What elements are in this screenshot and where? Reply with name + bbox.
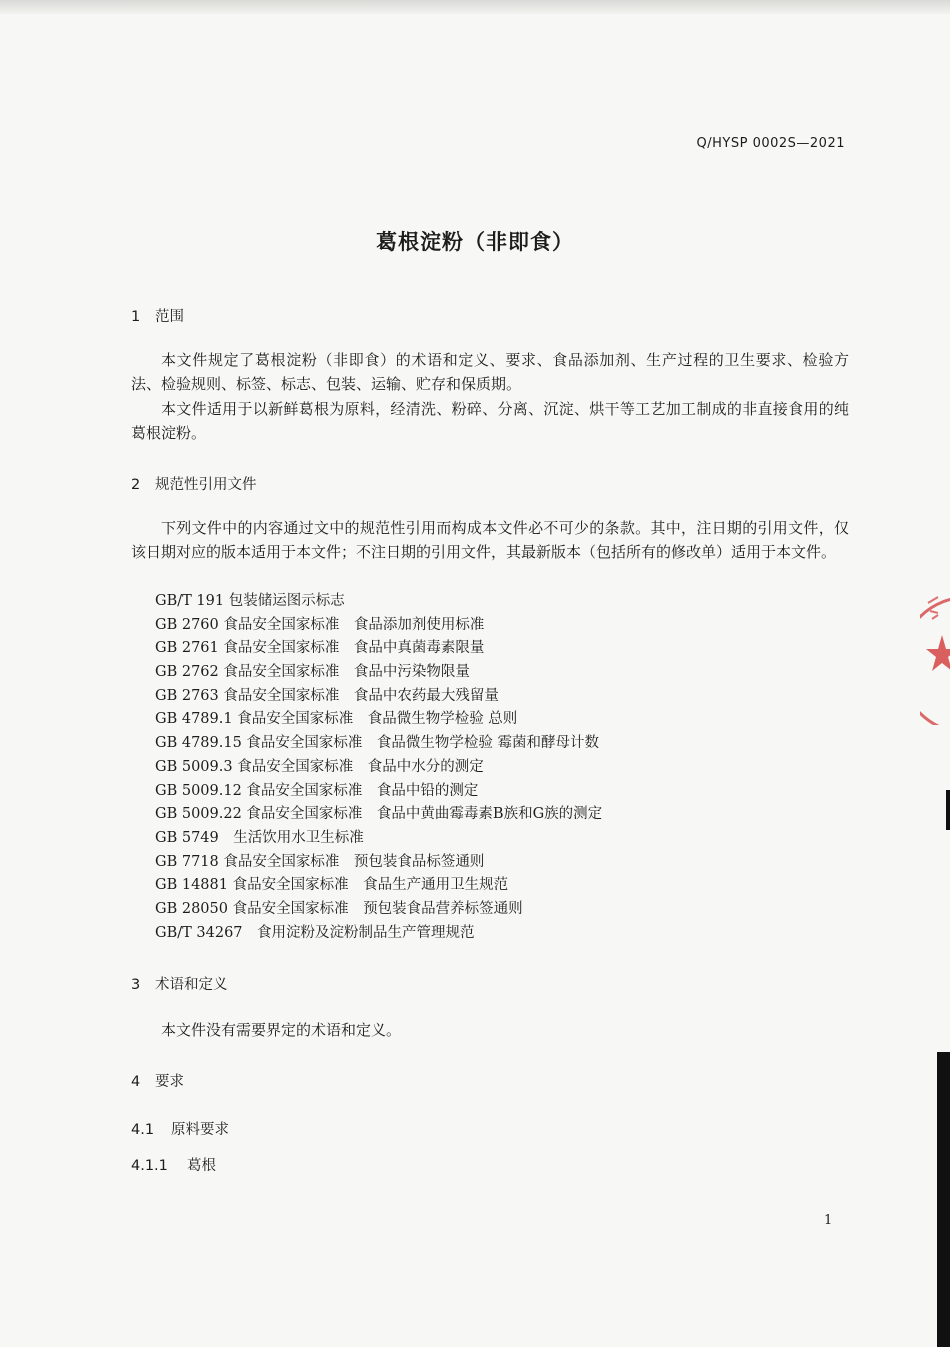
scan-edge-mark	[946, 790, 950, 830]
reference-item: GB 4789.15 食品安全国家标准 食品微生物学检验 霉菌和酵母计数	[155, 735, 600, 752]
section-title: 范围	[155, 309, 184, 325]
reference-item: GB 5009.22 食品安全国家标准 食品中黄曲霉毒素B族和G族的测定	[155, 806, 603, 823]
reference-item: GB 14881 食品安全国家标准 食品生产通用卫生规范	[155, 877, 509, 894]
reference-item: GB 2760 食品安全国家标准 食品添加剂使用标准	[155, 616, 485, 633]
scan-edge-bar	[937, 1052, 950, 1347]
section-heading-1	[131, 305, 184, 326]
section-heading-4-1	[131, 1118, 229, 1139]
scan-edge-shadow	[0, 0, 950, 14]
reference-item: GB 2763 食品安全国家标准 食品中农药最大残留量	[155, 687, 499, 704]
section-title: 规范性引用文件	[155, 477, 257, 493]
page-title: 葛根淀粉（非即食）	[376, 230, 574, 254]
section-number: 1	[131, 309, 141, 325]
section-number: 2	[131, 477, 141, 493]
reference-list	[155, 590, 602, 945]
section-title: 葛根	[187, 1158, 216, 1174]
section-heading-3	[131, 973, 228, 994]
seal-stamp-icon	[920, 575, 950, 725]
references-intro: 下列文件中的内容通过文中的规范性引用而构成本文件必不可少的条款。其中，注日期的引用文件，仅该日期对应的版本适用于本文件；不注日期的引用文件，其最新版本（包括所有的修改单）适用于本文件。	[131, 519, 849, 561]
section-number: 4.1.1	[131, 1158, 168, 1174]
section-heading-2	[131, 473, 257, 494]
reference-item: GB/T 34267 食用淀粉及淀粉制品生产管理规范	[155, 924, 475, 941]
section-number: 4	[131, 1074, 141, 1090]
scope-paragraph-1: 本文件规定了葛根淀粉（非即食）的术语和定义、要求、食品添加剂、生产过程的卫生要求、检验方法、检验规则、标签、标志、包装、运输、贮存和保质期。	[131, 351, 849, 393]
section-title: 原料要求	[171, 1122, 229, 1138]
reference-item: GB 4789.1 食品安全国家标准 食品微生物学检验 总则	[155, 711, 518, 728]
section-number: 3	[131, 977, 141, 993]
section-title: 要求	[155, 1074, 184, 1090]
section-heading-4-1-1	[131, 1154, 216, 1175]
reference-item: GB 28050 食品安全国家标准 预包装食品营养标签通则	[155, 900, 523, 917]
reference-item: GB 5749 生活饮用水卫生标准	[155, 829, 364, 846]
reference-item: GB 5009.12 食品安全国家标准 食品中铅的测定	[155, 782, 479, 799]
terms-paragraph: 本文件没有需要界定的术语和定义。	[161, 1021, 402, 1039]
reference-item: GB 2761 食品安全国家标准 食品中真菌毒素限量	[155, 640, 485, 657]
section-heading-4	[131, 1070, 184, 1091]
section-number: 4.1	[131, 1122, 155, 1138]
page-number: 1	[824, 1213, 833, 1228]
section-title: 术语和定义	[155, 977, 228, 993]
scope-paragraph-2: 本文件适用于以新鲜葛根为原料，经清洗、粉碎、分离、沉淀、烘干等工艺加工制成的非直接食用的纯葛根淀粉。	[131, 400, 849, 442]
reference-item: GB 5009.3 食品安全国家标准 食品中水分的测定	[155, 758, 484, 775]
reference-item: GB/T 191 包装储运图示标志	[155, 593, 345, 609]
reference-item: GB 2762 食品安全国家标准 食品中污染物限量	[155, 664, 470, 681]
document-code: Q/HYSP 0002S—2021	[696, 136, 845, 151]
reference-item: GB 7718 食品安全国家标准 预包装食品标签通则	[155, 853, 485, 870]
